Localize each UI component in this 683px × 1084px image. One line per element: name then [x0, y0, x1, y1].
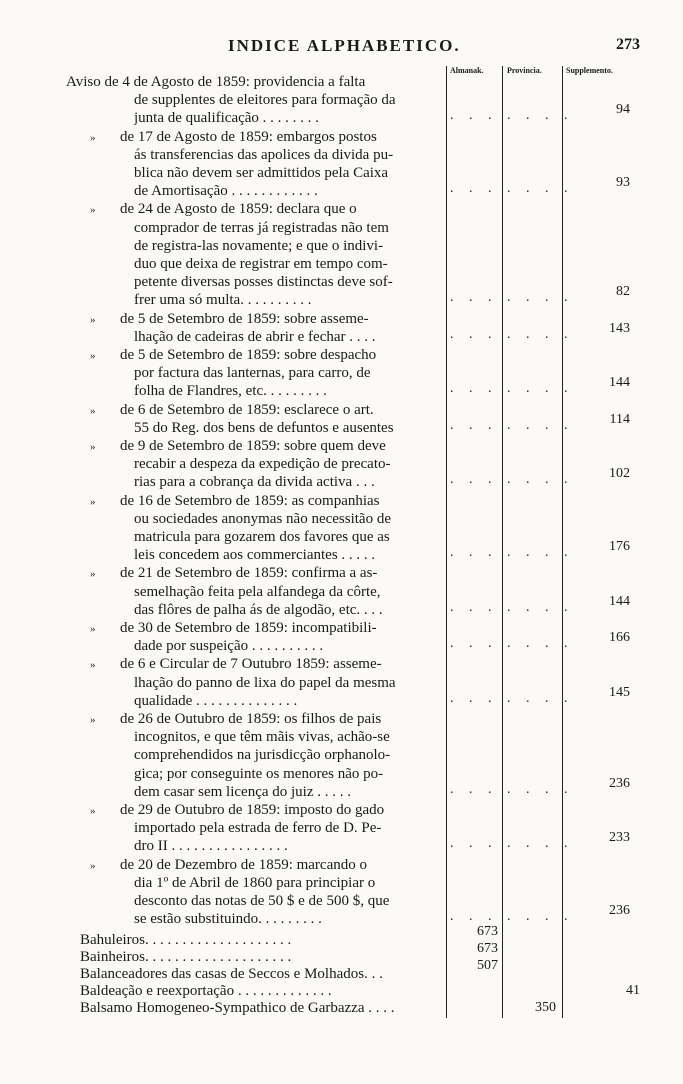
entry-line: comprador de terras já registradas não tem	[134, 219, 389, 236]
supplemento-page-number: 143	[609, 320, 630, 336]
entry-line: incognitos, e que têm mãis vivas, achão-se	[134, 729, 390, 746]
almanak-page-number: 507	[477, 958, 498, 973]
b-entry-line: Bahuleiros. . . . . . . . . . . . . . . . . . . .	[80, 932, 292, 948]
leader-dots: . . . . . . .	[450, 636, 574, 652]
entry-line: folha de Flandres, etc. . . . . . . . .	[134, 383, 327, 400]
entry-line: de 5 de Setembro de 1859: sobre despacho	[120, 347, 377, 363]
column-rule	[502, 66, 503, 1018]
entry-line: lhação do panno de lixa do papel da mesma	[134, 674, 396, 691]
entry-line: gica; por conseguinte os menores não po-	[134, 765, 384, 782]
entry-line: de registra-las novamente; e que o indivi-	[134, 237, 384, 254]
ditto-mark: »	[90, 350, 96, 362]
entry-line: de 6 de Setembro de 1859: esclarece o art.	[120, 401, 374, 418]
supplemento-page-number: 94	[616, 102, 630, 118]
entry-line: dro II . . . . . . . . . . . . . . . .	[134, 838, 288, 855]
column-header-almanak: Almanak.	[450, 66, 484, 75]
entry-line: Aviso de 4 de Agosto de 1859: providencia a falta	[66, 74, 366, 90]
ditto-mark: »	[90, 859, 96, 872]
leader-dots: . . . . . . .	[450, 545, 574, 561]
supplemento-page-number: 166	[609, 630, 630, 646]
entry-line: de 20 de Dezembro de 1859: marcando o	[120, 856, 367, 873]
leader-dots: . . . . . . .	[450, 417, 574, 433]
entry-line: de 6 e Circular de 7 Outubro 1859: asseme-	[120, 656, 382, 673]
almanak-page-number: 673	[477, 924, 498, 939]
leader-dots: . . . . . . .	[450, 909, 574, 925]
entry-line: petente diversas posses distinctas deve sof-	[134, 274, 393, 291]
leader-dots: . . . . . . .	[450, 108, 574, 124]
b-entry-line: Bainheiros. . . . . . . . . . . . . . . . . . . .	[80, 949, 292, 965]
entry-line: de 16 de Setembro de 1859: as companhias	[120, 492, 380, 509]
leader-dots: . . . . . . .	[450, 381, 574, 397]
entry-line: de 29 de Outubro de 1859: imposto do gado	[120, 802, 385, 818]
entry-line: de supplentes de eleitores para formação da	[134, 92, 396, 109]
ditto-mark: »	[90, 404, 96, 417]
ditto-mark: »	[90, 441, 96, 453]
column-rule	[446, 66, 447, 1018]
supplemento-page-number: 41	[626, 983, 640, 998]
entry-line: duo que deixa de registrar em tempo com-	[134, 256, 388, 272]
entry-line: dem casar sem licença do juiz . . . . .	[134, 783, 352, 800]
b-entry-line: Balsamo Homogeneo-Sympathico de Garbazza . . . .	[80, 1000, 395, 1016]
ditto-mark: »	[90, 623, 96, 635]
entry-line: desconto das notas de 50 $ e de 500 $, que	[134, 893, 390, 909]
supplemento-page-number: 144	[609, 375, 630, 391]
entry-line: dade por suspeição . . . . . . . . . .	[134, 638, 324, 655]
entry-line: de 9 de Setembro de 1859: sobre quem deve	[120, 438, 386, 454]
entry-line: junta de qualificação . . . . . . . .	[134, 110, 319, 127]
entry-line: de 24 de Agosto de 1859: declara que o	[120, 201, 357, 218]
ditto-mark: »	[90, 714, 96, 726]
entry-line: qualidade . . . . . . . . . . . . . .	[134, 692, 298, 709]
supplemento-page-number: 114	[609, 411, 630, 427]
entry-line: lhação de cadeiras de abrir e fechar . . . .	[134, 328, 376, 345]
column-rule	[562, 66, 563, 1018]
entry-line: 55 do Reg. dos bens de defuntos e ausentes	[134, 419, 394, 436]
ditto-mark: »	[90, 805, 96, 817]
leader-dots: . . . . . . .	[450, 690, 574, 706]
ditto-mark: »	[90, 313, 96, 326]
entry-line: frer uma só multa. . . . . . . . . .	[134, 292, 312, 309]
b-entry-line: Baldeação e reexportação . . . . . . . . . . . . .	[80, 983, 332, 999]
leader-dots: . . . . . . .	[450, 781, 574, 797]
entry-line: recabir a despeza da expedição de precato-	[134, 456, 391, 473]
column-header-provincia: Provincia.	[507, 66, 542, 75]
almanak-page-number: 673	[477, 941, 498, 956]
entry-line: se estão substituindo. . . . . . . . .	[134, 911, 322, 928]
supplemento-page-number: 236	[609, 775, 630, 791]
ditto-mark: »	[90, 131, 96, 144]
entry-line: de Amortisação . . . . . . . . . . . .	[134, 183, 318, 200]
entry-line: de 30 de Setembro de 1859: incompatibili-	[120, 620, 377, 636]
supplemento-page-number: 176	[609, 539, 630, 555]
entry-line: por factura das lanternas, para carro, de	[134, 365, 371, 382]
supplemento-page-number: 82	[616, 284, 630, 300]
leader-dots: . . . . . . .	[450, 290, 574, 306]
provincia-page-number: 350	[535, 1000, 556, 1015]
entry-line: comprehendidos na jurisdicção orphanolo-	[134, 747, 391, 764]
ditto-mark: »	[90, 204, 96, 217]
ditto-mark: »	[90, 659, 96, 672]
entry-line: blica não devem ser admittidos pela Caixa	[134, 165, 389, 181]
running-title: INDICE ALPHABETICO.	[228, 36, 461, 55]
entry-line: de 21 de Setembro de 1859: confirma a as-	[120, 565, 378, 582]
page-number: 273	[616, 36, 640, 53]
entry-line: importado pela estrada de ferro de D. Pe-	[134, 820, 382, 837]
leader-dots: . . . . . . .	[450, 472, 574, 488]
supplemento-page-number: 93	[616, 175, 630, 191]
entry-line: de 5 de Setembro de 1859: sobre asseme-	[120, 310, 369, 327]
leader-dots: . . . . . . .	[450, 326, 574, 342]
b-entry-line: Balanceadores das casas de Seccos e Molhados. . .	[80, 966, 383, 982]
entry-line: semelhação feita pela alfandega da côrte,	[134, 583, 381, 600]
entry-line: leis concedem aos commerciantes . . . . .	[134, 547, 376, 564]
ditto-mark: »	[90, 495, 96, 508]
entry-line: de 26 de Outubro de 1859: os filhos de pais	[120, 711, 382, 727]
entry-line: de 17 de Agosto de 1859: embargos postos	[120, 128, 377, 145]
entry-line: matricula para gozarem dos favores que as	[134, 529, 390, 545]
supplemento-page-number: 233	[609, 830, 630, 846]
entry-line: rias para a cobrança da divida activa . . .	[134, 474, 375, 491]
supplemento-page-number: 144	[609, 593, 630, 609]
entry-line: ás transferencias das apolices da divida pu-	[134, 146, 394, 163]
column-header-supplemento: Supplemento.	[566, 66, 613, 75]
leader-dots: . . . . . . .	[450, 181, 574, 197]
supplemento-page-number: 145	[609, 684, 630, 700]
entry-line: ou sociedades anonymas não necessitão de	[134, 510, 391, 527]
ditto-mark: »	[90, 568, 96, 581]
supplemento-page-number: 102	[609, 466, 630, 482]
entry-line: das flôres de palha ás de algodão, etc. . . .	[134, 601, 383, 618]
leader-dots: . . . . . . .	[450, 836, 574, 852]
supplemento-page-number: 236	[609, 903, 630, 919]
entry-line: dia 1º de Abril de 1860 para principiar o	[134, 874, 376, 891]
leader-dots: . . . . . . .	[450, 599, 574, 615]
